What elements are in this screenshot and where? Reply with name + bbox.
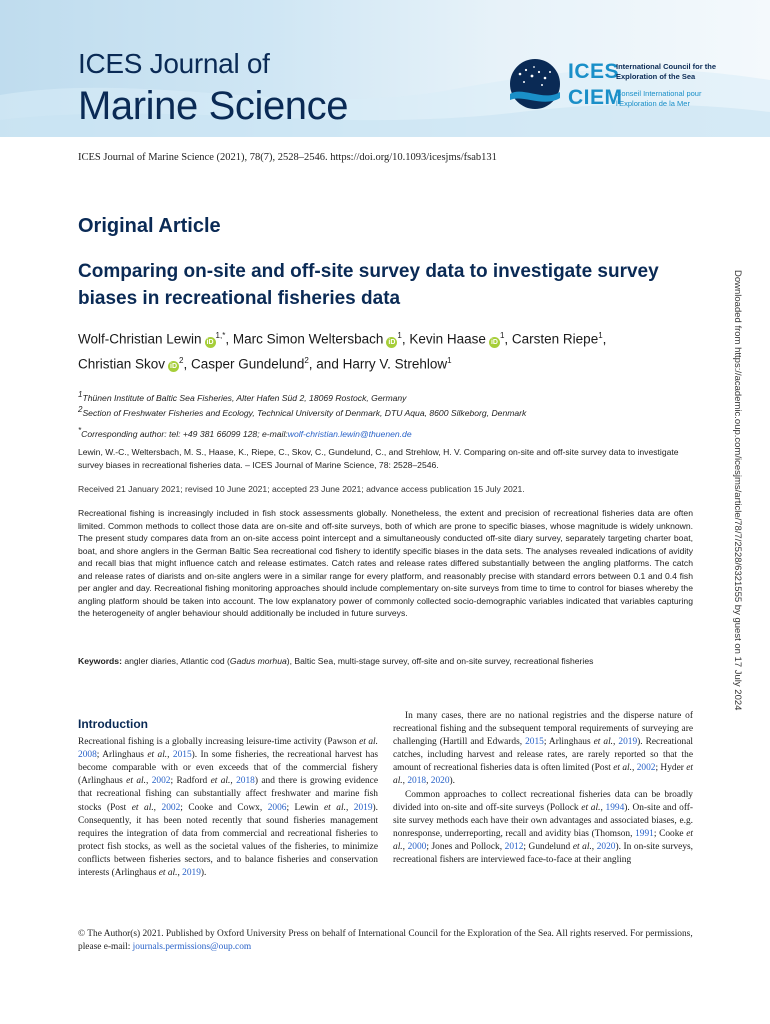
affiliation-1 <box>78 390 698 403</box>
body-text: ). <box>200 868 207 879</box>
italic-text: et al. <box>393 828 693 852</box>
body-column-left <box>78 718 378 880</box>
citation-link[interactable]: 2020 <box>596 841 616 852</box>
copyright-text: © The Author(s) 2021. Published by Oxford University Press on behalf of International Council for the Exploration of the Sea. All rights reserved. For permissions, please e-mail: <box>78 929 693 952</box>
citation-link[interactable]: 2015 <box>525 737 544 748</box>
italic-text: et al. <box>158 868 178 879</box>
keywords-species: Gadus morhua <box>229 656 287 666</box>
council-name-fr: Conseil International pour l'Exploration de la Mer <box>616 89 702 108</box>
body-text: , <box>426 776 431 787</box>
body-text: , <box>167 750 173 761</box>
citation-link[interactable]: 2020 <box>430 776 450 787</box>
citation-link[interactable]: 2000 <box>407 841 427 852</box>
citation-link[interactable]: 1994 <box>605 802 625 813</box>
corresponding-label: Corresponding author: tel: +49 381 66099 128; e-mail: <box>81 428 288 439</box>
body-text: , <box>230 776 237 787</box>
author-name: Wolf-Christian Lewin <box>78 331 202 347</box>
corresponding-author <box>78 426 412 439</box>
keywords-label: Keywords: <box>78 656 122 666</box>
body-text: Pawson <box>327 737 360 748</box>
body-text: ; Arlinghaus <box>96 750 148 761</box>
author-list: Wolf-Christian Lewin $iD^{1,*}$, Marc Simon Weltersbach $iD^1$, Kevin Haase $iD^1$, Carsten Riepe$^1$, Christian Skov $iD^2$, Casper Gundelund$^2$, and Harry V. Strehlow$^1$ <box>78 331 607 371</box>
italic-text: et al. <box>593 737 614 748</box>
copyright-notice <box>78 928 693 954</box>
body-text: ; Hyder <box>655 763 687 774</box>
citation-link[interactable]: 2008 <box>78 750 97 761</box>
body-text: In many cases, there are no national registries and the disperse nature of recreational fishing and the subsequent temporal requirements of surveying are challenging (Hartill and Edwards, <box>393 711 693 748</box>
corresponding-email-link[interactable]: wolf-christian.lewin@thuenen.de <box>287 428 412 439</box>
body-text: , <box>153 802 162 813</box>
author-name: Christian Skov <box>78 356 166 371</box>
journal-banner <box>0 0 770 137</box>
download-watermark-text: Downloaded from https://academic.oup.com/icesjms/article/78/7/2528/6321555 by guest on 17 July 2024 <box>732 270 743 711</box>
corresponding-mark: * <box>78 426 82 435</box>
abstract: Recreational fishing is increasingly included in fish stock assessments globally. Nonetheless, the extent and precision of recreational fisheries data are often limited. Common methods to collect those data are on-site and off-site surveys, both of which are prone to specific biases, whose magnitude is widely unknown. The present study compares data from an on-site access point intercept and a simultaneously conducted off-site diary survey, separately targeting charter boat, boat, and shore anglers in the German Baltic Sea recreational cod fishery to identify specific biases in the data sets. The analyses revealed indications of avidity and recall bias that might influence catch and release estimates. Catch rates and release rates differed substantially between the angling platforms. The catch and release rates of diarists and on-site anglers were in a similar range for every platform, and reasonably precise with standard errors between 0.1 and 0.4 fish per angler and day. Recreational fishing monitoring approaches should include complementary on-site surveys from time to time to control for biases whereby the angling platform should be taken into account. The low explanatory power of commonly collected socio-demographic variables indicated that variables capturing the heterogeneity of angler behaviour should additionally be included in future surveys. <box>78 508 693 618</box>
body-column-right <box>393 710 693 867</box>
italic-text: et al. <box>126 776 146 787</box>
body-text: ). Consequently, it has been noted recently that sound fisheries management requires the integration of data from commercial and recreational fisheries to protect fish stocks, as well as the societal values of the fisheries, to minimize conflicts between fisheries sectors, and to balance fisheries and conservation interests (Arlinghaus <box>78 802 379 879</box>
publication-dates: Received 21 January 2021; revised 10 June 2021; accepted 23 June 2021; advance access publication 15 July 2021. <box>78 484 525 494</box>
journal-title-line1: ICES Journal of <box>78 48 270 79</box>
intro-paragraph-3 <box>393 789 693 868</box>
keywords <box>78 656 693 666</box>
body-text: ; Cooke and Cowx, <box>180 802 268 813</box>
intro-paragraph-1 <box>78 736 378 880</box>
affiliation-number: 1 <box>78 390 83 399</box>
body-text: ). In some fisheries, the recreational harvest has become comparable with or even exceeds that of the commercial fishery (Arlinghaus <box>78 750 379 787</box>
introduction-heading: Introduction <box>78 717 148 731</box>
author-affiliation-sup: 1 <box>397 331 402 340</box>
citation-link[interactable]: 2002 <box>151 776 171 787</box>
italic-text: et al. <box>581 802 601 813</box>
body-text: , <box>600 802 606 813</box>
citation-link[interactable]: 2015 <box>172 750 192 761</box>
cite-as-text: Lewin, W.-C., Weltersbach, M. S., Haase, K., Riepe, C., Skov, C., Gundelund, C., and Strehlow, H. V. Comparing on-site and off-site survey data to investigate survey biases in recreational fisheries data. – ICES Journal of Marine Science, 78: 2528–2546. <box>78 447 679 470</box>
italic-text: et al. <box>147 750 168 761</box>
citation-link[interactable]: 2002 <box>636 763 656 774</box>
citation-link[interactable]: 1991 <box>635 828 654 839</box>
citation-link[interactable]: 2002 <box>161 802 181 813</box>
author-name: Marc Simon Weltersbach <box>232 331 384 347</box>
author-name: Harry V. Strehlow <box>342 356 448 371</box>
body-text: , <box>345 802 354 813</box>
body-text: ). In on-site surveys, recreational fishers are interviewed face-to-face at their angling <box>393 841 694 866</box>
body-text: Recreational fishing is a globally increasing leisure-time activity ( <box>78 737 328 748</box>
author-affiliation-sup: 1 <box>598 331 603 340</box>
body-text: , <box>631 763 637 774</box>
body-text: ). Recreational catches, including harvest and release rates, are rarely reported so that the amount of recreational fisheries data is often limited (Post <box>393 737 693 774</box>
body-text: ). <box>449 776 455 787</box>
author-name: Casper Gundelund <box>191 356 305 371</box>
italic-text: et al. <box>572 841 592 852</box>
permissions-email-link[interactable]: journals.permissions@oup.com <box>132 942 252 952</box>
citation-link[interactable]: 2006 <box>267 802 287 813</box>
citation-link[interactable]: 2019 <box>618 737 638 748</box>
italic-text: et al. <box>324 802 346 813</box>
body-text: , <box>177 868 183 879</box>
citation-link[interactable]: 2012 <box>504 841 524 852</box>
affiliation-text: Thünen Institute of Baltic Sea Fisheries, Alter Hafen Süd 2, 18069 Rostock, Germany <box>82 392 407 403</box>
body-text: , <box>613 737 619 748</box>
ciem-logo-text: CIEM <box>568 86 623 109</box>
download-watermark <box>732 270 755 830</box>
body-text: , <box>402 841 408 852</box>
body-text: Common approaches to collect recreational fisheries data can be broadly divided into on-site and off-site surveys (Pollock <box>393 789 693 813</box>
body-text: , <box>145 776 152 787</box>
italic-text: et al. <box>131 802 154 813</box>
author-affiliation-sup: 1 <box>447 355 452 365</box>
orcid-icon[interactable]: iD <box>206 338 214 346</box>
council-name-en: International Council for the Exploration of the Sea <box>616 62 717 81</box>
author-affiliation-sup: 1 <box>499 331 505 340</box>
body-text: , <box>402 776 408 787</box>
citation-link[interactable]: 2019 <box>353 802 373 813</box>
ices-logo-text: ICES <box>568 60 620 83</box>
keywords-text: angler diaries, Atlantic cod ( <box>124 656 230 666</box>
italic-text: et al. <box>210 776 231 787</box>
body-text: ; Cooke <box>653 828 687 839</box>
ices-logo-icon <box>504 58 566 110</box>
affiliation-text: Section of Freshwater Fisheries and Ecology, Technical University of Denmark, DTU Aqua, 8600 Silkeborg, Denmark <box>82 407 527 418</box>
body-text: ; Radford <box>170 776 211 787</box>
orcid-icon[interactable]: iD <box>490 338 498 346</box>
body-text: , <box>591 841 597 852</box>
keywords-text: ), Baltic Sea, multi-stage survey, off-site and on-site survey, recreational fisheries <box>286 656 594 666</box>
journal-title-line2: Marine Science <box>78 84 349 128</box>
journal-citation-line[interactable]: ICES Journal of Marine Science (2021), 78(7), 2528–2546. https://doi.org/10.1093/icesjms/fsab131 <box>78 152 497 163</box>
orcid-icon[interactable]: iD <box>388 338 396 346</box>
body-text: ) and there is growing evidence that recreational fishing can substantially affect freshwater and marine fish stocks (Post <box>78 776 378 813</box>
body-text: ; Lewin <box>286 802 325 813</box>
intro-paragraph-2 <box>393 710 693 789</box>
article-title: Comparing on-site and off-site survey data to investigate survey biases in recreational fisheries data <box>78 261 659 309</box>
author-name: Carsten Riepe <box>511 331 599 347</box>
italic-text: et al. <box>359 737 378 748</box>
body-text: ; Gundelund <box>523 841 573 852</box>
orcid-icon[interactable]: iD <box>170 363 178 370</box>
body-text: ; Arlinghaus <box>543 737 594 748</box>
italic-text: et al. <box>613 763 632 774</box>
citation-link[interactable]: 2018 <box>407 776 427 787</box>
citation-link[interactable]: 2018 <box>236 776 255 787</box>
citation-link[interactable]: 2019 <box>182 868 201 879</box>
author-affiliation-sup: 1,* <box>215 331 226 340</box>
affiliation-2 <box>78 405 698 418</box>
author-affiliation-sup: 2 <box>179 355 184 365</box>
body-text: ; Jones and Pollock, <box>426 841 505 852</box>
italic-text: et al. <box>393 763 694 787</box>
article-type-heading: Original Article <box>78 215 221 237</box>
affiliation-number: 2 <box>78 405 83 414</box>
body-text: ). On-site and off-site survey methods each have their own advantages and associated biases, e.g. nonresponse, underreporting, recall and avidity bias (Thomson, <box>393 802 694 839</box>
author-name: Kevin Haase <box>409 331 486 347</box>
author-affiliation-sup: 2 <box>304 355 309 365</box>
